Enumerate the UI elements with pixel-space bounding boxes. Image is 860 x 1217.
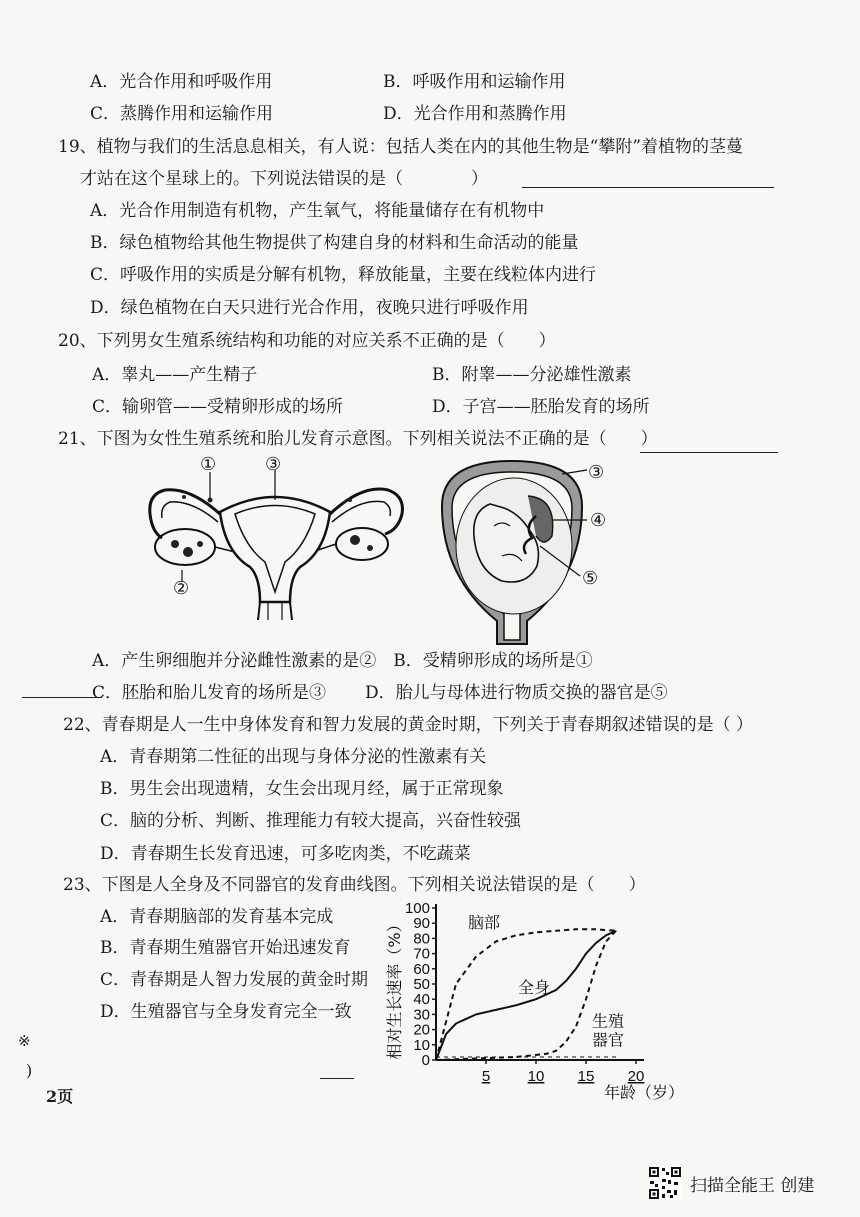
q20-option-b: B．附睾——分泌雄性激素 <box>432 365 632 385</box>
q19-option-c: C．呼吸作用的实质是分解有机物，释放能量，主要在线粒体内进行 <box>90 265 597 285</box>
q22-option-c: C．脑的分析、判断、推理能力有较大提高，兴奋性较强 <box>100 811 522 831</box>
y-tick-label: 10 <box>413 1036 430 1054</box>
q20-option-c: C．输卵管——受精卵形成的场所 <box>92 397 344 417</box>
y-tick-label: 70 <box>413 945 430 963</box>
y-tick-label: 80 <box>413 930 430 948</box>
q21-option-c: C．胚胎和胎儿发育的场所是③ <box>92 683 327 703</box>
y-tick-label: 40 <box>413 991 430 1009</box>
label-2: ② <box>173 578 190 599</box>
margin-paren: ) <box>26 1061 33 1080</box>
q23-option-b: B．青春期生殖器官开始迅速发育 <box>100 938 351 958</box>
q21-option-d: D．胎儿与母体进行物质交换的器官是⑤ <box>365 683 668 703</box>
series-label-2-b: 器官 <box>592 1030 625 1050</box>
series-label-0: 脑部 <box>468 912 501 932</box>
label-3: ③ <box>265 454 282 475</box>
q20-option-a: A．睾丸——产生精子 <box>92 365 258 385</box>
answer-underline <box>522 187 774 188</box>
q18-option-d: D．光合作用和蒸腾作用 <box>383 104 567 124</box>
q23-option-c: C．青春期是人智力发展的黄金时期 <box>100 970 369 990</box>
q23-option-d: D．生殖器官与全身发育完全一致 <box>100 1002 352 1022</box>
y-tick-label: 100 <box>404 900 430 917</box>
q20-stem: 20、下列男女生殖系统结构和功能的对应关系不正确的是（ ） <box>58 331 556 351</box>
x-tick-label: 5 <box>481 1068 491 1085</box>
q22-stem: 22、青春期是人一生中身体发育和智力发展的黄金时期，下列关于青春期叙述错误的是（ ） <box>63 715 754 735</box>
series-label-2: 生殖 <box>592 1011 625 1031</box>
margin-line <box>640 452 778 453</box>
growth-curve-chart <box>380 895 700 1100</box>
q19-stem-line2: 才站在这个星球上的。下列说法错误的是（ ） <box>80 169 488 189</box>
fetus-uterus-diagram <box>432 456 592 648</box>
q18-option-b: B．呼吸作用和运输作用 <box>383 72 566 92</box>
q18-option-a: A．光合作用和呼吸作用 <box>90 72 273 92</box>
margin-mark: ※ <box>18 1032 31 1050</box>
x-tick-label: 15 <box>577 1068 595 1085</box>
q21-options-ab: A．产生卵细胞并分泌雌性激素的是② B．受精卵形成的场所是① <box>92 651 593 671</box>
x-tick-label: 20 <box>627 1068 645 1085</box>
series-label-1: 全身 <box>518 978 551 998</box>
q19-option-d: D．绿色植物在白天只进行光合作用，夜晚只进行呼吸作用 <box>90 298 529 318</box>
label-4: ④ <box>590 510 607 531</box>
female-reproductive-diagram <box>140 452 410 632</box>
label-1: ① <box>200 454 217 475</box>
qr-code-icon <box>648 1166 682 1200</box>
q22-option-d: D．青春期生长发育迅速，可多吃肉类，不吃蔬菜 <box>100 844 471 864</box>
q19-stem-line1: 19、植物与我们的生活息息相关，有人说：包括人类在内的其他生物是“攀附”着植物的茎蔓 <box>58 137 744 157</box>
margin-line <box>320 1078 354 1079</box>
q19-option-b: B．绿色植物给其他生物提供了构建自身的材料和生命活动的能量 <box>90 233 579 253</box>
margin-line <box>22 697 102 698</box>
q18-option-c: C．蒸腾作用和运输作用 <box>90 104 274 124</box>
y-tick-label: 50 <box>413 976 430 993</box>
y-tick-label: 60 <box>413 960 430 978</box>
y-tick-label: 90 <box>413 915 430 933</box>
q23-stem: 23、下图是人全身及不同器官的发育曲线图。下列相关说法错误的是（ ） <box>63 875 646 895</box>
label-5: ⑤ <box>582 568 599 589</box>
q23-option-a: A．青春期脑部的发育基本完成 <box>100 907 334 927</box>
watermark-text: 扫描全能王 创建 <box>690 1176 815 1196</box>
x-tick-label: 10 <box>527 1068 545 1085</box>
q22-option-b: B．男生会出现遗精，女生会出现月经，属于正常现象 <box>100 779 504 799</box>
label-3b: ③ <box>588 462 605 483</box>
q21-stem: 21、下图为女性生殖系统和胎儿发育示意图。下列相关说法不正确的是（ ） <box>58 429 658 449</box>
q20-option-d: D．子宫——胚胎发育的场所 <box>432 397 650 417</box>
y-tick-label: 20 <box>413 1021 430 1039</box>
q19-option-a: A．光合作用制造有机物，产生氧气，将能量储存在有机物中 <box>90 201 545 221</box>
page-number: 2页 <box>46 1087 74 1106</box>
y-tick-label: 30 <box>413 1006 430 1024</box>
x-axis-label: 年龄（岁） <box>603 1083 685 1100</box>
y-axis-label: 相对生长速率（%） <box>385 916 404 1060</box>
q22-option-a: A．青春期第二性征的出现与身体分泌的性激素有关 <box>100 747 487 767</box>
y-tick-label: 0 <box>421 1052 430 1069</box>
